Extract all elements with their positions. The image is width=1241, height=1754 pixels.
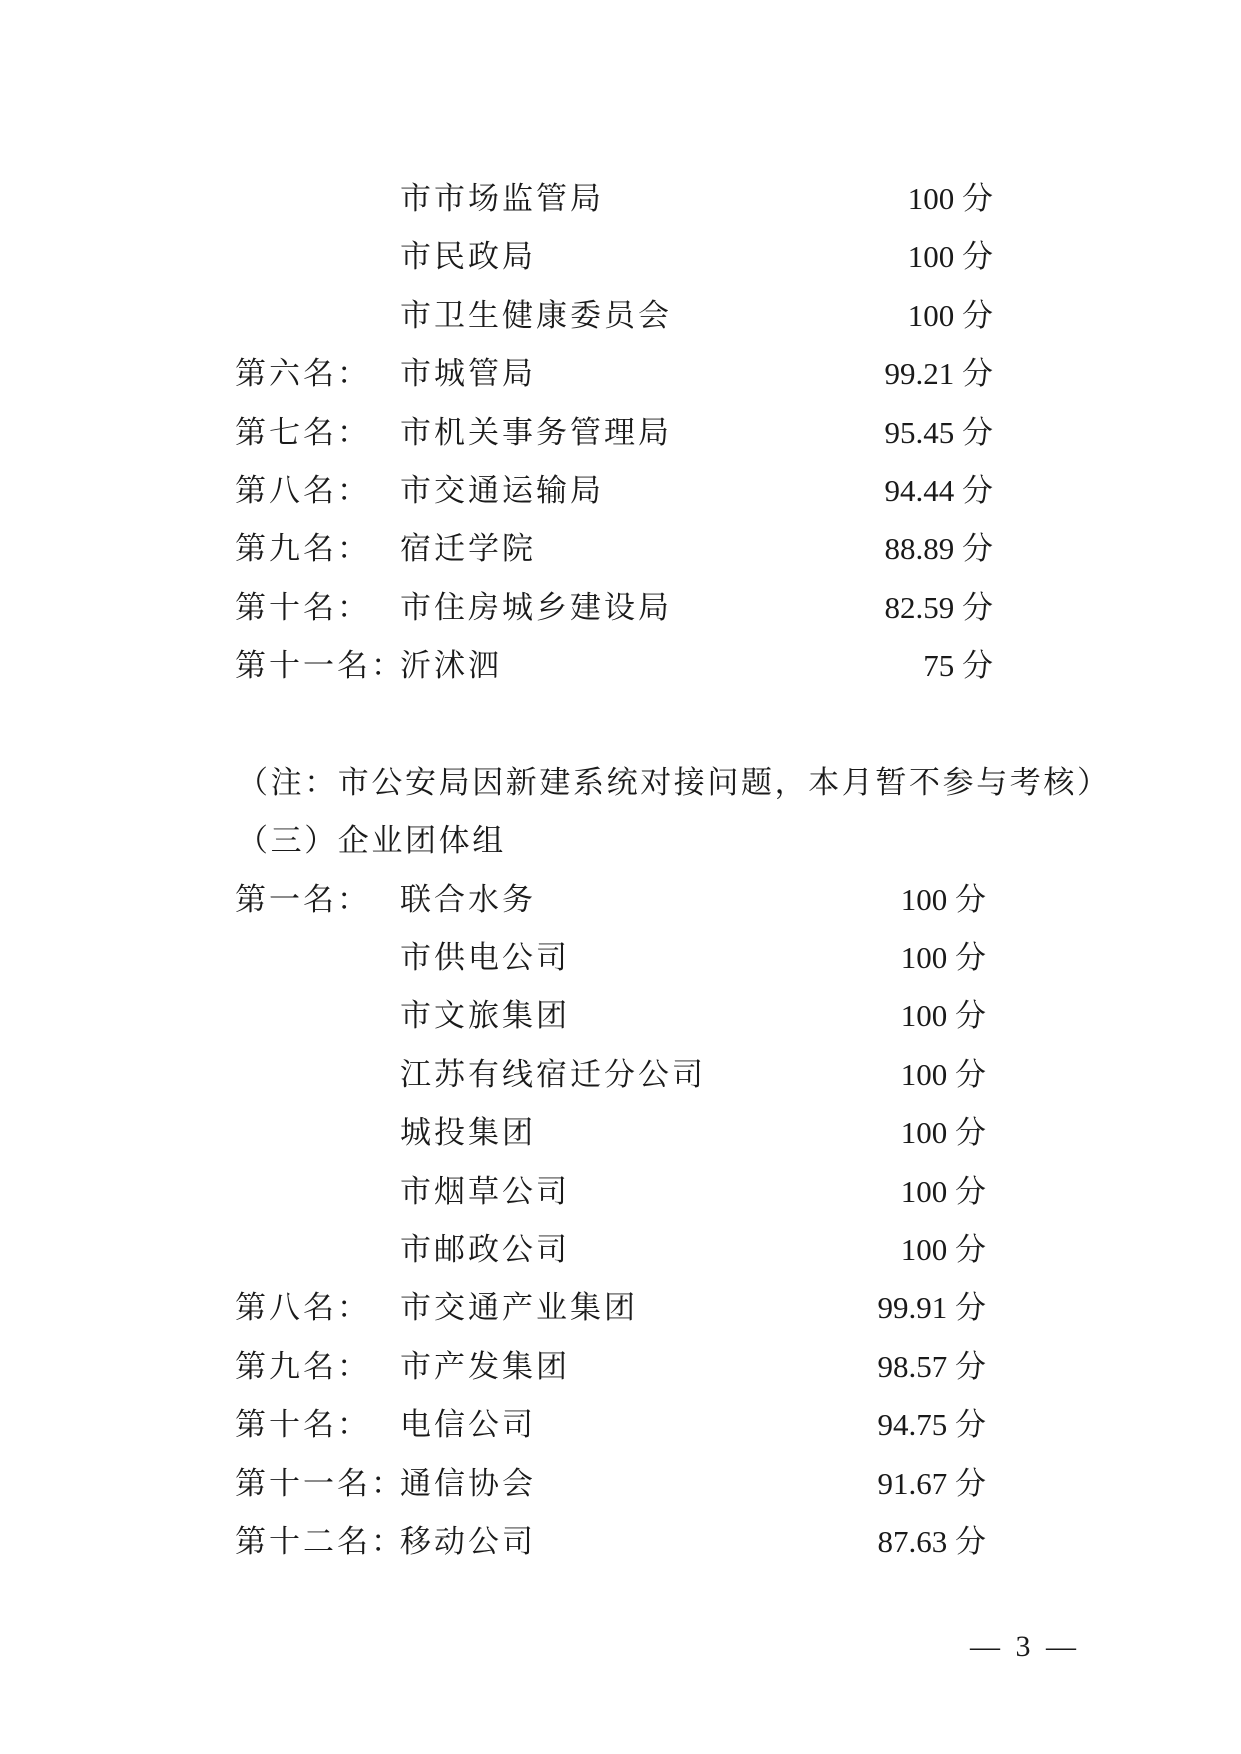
- unit-name: 市产发集团: [400, 1348, 570, 1384]
- page-number: — 3 —: [970, 1630, 1080, 1663]
- score-value: 91.67 分: [877, 1465, 986, 1501]
- ranking-row: [235, 170, 1095, 228]
- document-body: [235, 170, 1111, 1571]
- score-value: 100 分: [900, 998, 986, 1034]
- unit-name: 移动公司: [400, 1523, 536, 1559]
- rank-label: 第九名：: [235, 531, 371, 567]
- unit-name: 市烟草公司: [400, 1173, 570, 1209]
- rank-label: 第七名：: [235, 414, 371, 450]
- rank-label: 第十一名：: [235, 648, 405, 684]
- score-value: 100 分: [907, 239, 993, 275]
- score-value: 100 分: [907, 297, 993, 333]
- unit-name: 市文旅集团: [400, 998, 570, 1034]
- rank-label: 第一名：: [235, 881, 371, 917]
- ranking-row: [235, 929, 1095, 987]
- unit-name: 市供电公司: [400, 940, 570, 976]
- score-value: 94.75 分: [877, 1407, 986, 1443]
- unit-name: 市民政局: [400, 239, 536, 275]
- unit-name: 沂沭泗: [400, 648, 502, 684]
- score-value: 100 分: [900, 1173, 986, 1209]
- unit-name: 市市场监管局: [400, 181, 604, 216]
- ranking-row: [235, 1396, 1095, 1454]
- ranking-row: [235, 520, 1095, 578]
- ranking-row: [235, 1221, 1095, 1279]
- unit-name: 通信协会: [400, 1465, 536, 1501]
- unit-name: 城投集团: [400, 1115, 536, 1151]
- unit-name: 宿迁学院: [400, 531, 536, 567]
- unit-name: 市机关事务管理局: [400, 414, 672, 450]
- score-value: 99.21 分: [884, 356, 993, 392]
- ranking-row: [235, 579, 1095, 637]
- blank-line: [235, 696, 1095, 754]
- rank-label: 第九名：: [235, 1348, 371, 1384]
- ranking-row: [235, 404, 1095, 462]
- rank-label: 第十名：: [235, 1407, 371, 1443]
- score-value: 75 分: [923, 648, 993, 684]
- ranking-row: [235, 1279, 1095, 1337]
- rank-label: 第十二名：: [235, 1523, 405, 1559]
- unit-name: 联合水务: [400, 881, 536, 917]
- score-value: 95.45 分: [884, 414, 993, 450]
- ranking-row: [235, 1338, 1095, 1396]
- score-value: 100 分: [900, 940, 986, 976]
- unit-name: 电信公司: [400, 1407, 536, 1443]
- ranking-row: [235, 637, 1095, 695]
- unit-name: 江苏有线宿迁分公司: [400, 1056, 706, 1092]
- unit-name: 市城管局: [400, 356, 536, 392]
- ranking-row: [235, 228, 1095, 286]
- ranking-row: [235, 987, 1095, 1045]
- score-value: 100 分: [907, 181, 993, 216]
- rank-label: 第十一名：: [235, 1465, 405, 1501]
- government-ranking-list: [235, 170, 1095, 696]
- ranking-row: [235, 1163, 1095, 1221]
- section-heading: （三）企业团体组: [237, 823, 506, 859]
- unit-name: 市交通产业集团: [400, 1290, 638, 1326]
- note-text: （注：市公安局因新建系统对接问题，本月暂不参与考核）: [237, 764, 1111, 800]
- ranking-row: [235, 345, 1095, 403]
- score-value: 100 分: [900, 881, 986, 917]
- ranking-row: [235, 462, 1095, 520]
- score-value: 82.59 分: [884, 589, 993, 625]
- score-value: 98.57 分: [877, 1348, 986, 1384]
- score-value: 100 分: [900, 1056, 986, 1092]
- score-value: 100 分: [900, 1115, 986, 1151]
- rank-label: 第六名：: [235, 356, 371, 392]
- ranking-row: [235, 1046, 1095, 1104]
- score-value: 87.63 分: [877, 1523, 986, 1559]
- ranking-row: [235, 1513, 1095, 1571]
- unit-name: 市交通运输局: [400, 472, 604, 508]
- ranking-row: [235, 1104, 1095, 1162]
- rank-label: 第十名：: [235, 589, 371, 625]
- score-value: 99.91 分: [877, 1290, 986, 1326]
- ranking-row: [235, 871, 1095, 929]
- enterprise-ranking-list: [235, 871, 1095, 1572]
- score-value: 100 分: [900, 1232, 986, 1268]
- rank-label: 第八名：: [235, 1290, 371, 1326]
- unit-name: 市卫生健康委员会: [400, 297, 672, 333]
- score-value: 88.89 分: [884, 531, 993, 567]
- score-value: 94.44 分: [884, 472, 993, 508]
- ranking-row: [235, 1455, 1095, 1513]
- ranking-row: [235, 287, 1095, 345]
- unit-name: 市邮政公司: [400, 1232, 570, 1268]
- unit-name: 市住房城乡建设局: [400, 589, 672, 625]
- rank-label: 第八名：: [235, 472, 371, 508]
